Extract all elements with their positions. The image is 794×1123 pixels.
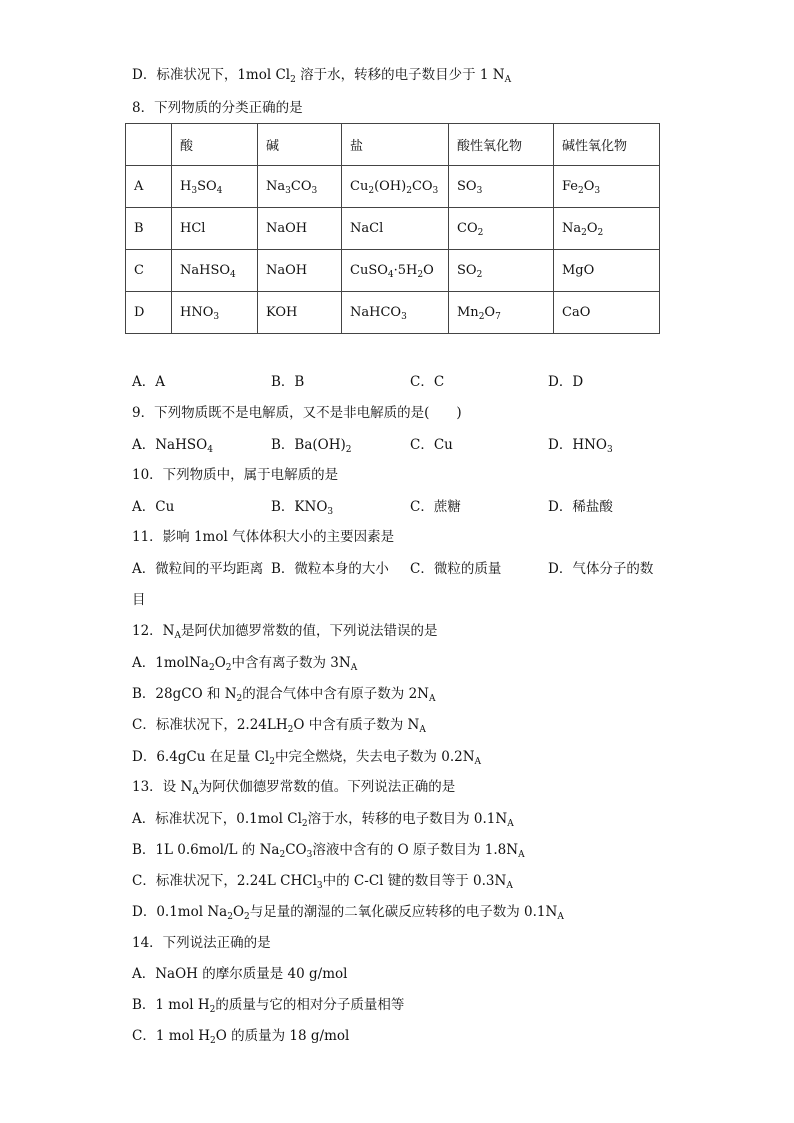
table-header-cell: 碱性氧化物 bbox=[554, 124, 660, 166]
q11-option-d-continued: 目 bbox=[132, 592, 146, 608]
q11-stem: 11．影响 1mol 气体体积大小的主要因素是 bbox=[132, 529, 395, 545]
q9-option-c: C．Cu bbox=[410, 437, 453, 453]
table-row bbox=[126, 208, 660, 250]
table-row bbox=[126, 292, 660, 334]
q9-option-a: A．NaHSO$_4$ bbox=[132, 437, 213, 455]
classification-table bbox=[125, 123, 660, 334]
q13-option-c: C．标准状况下，2.24L CHCl$_3$中的 C-Cl 键的数目等于 $0.3N_A$ bbox=[132, 873, 513, 891]
table-cell: $Fe_2O_3$ bbox=[554, 166, 660, 208]
q11-option-a: A．微粒间的平均距离 bbox=[132, 561, 264, 577]
table-cell: C bbox=[126, 250, 172, 292]
q10-option-c: C．蔗糖 bbox=[410, 499, 461, 515]
table-header-cell bbox=[126, 124, 172, 166]
q9-option-d: D．$HNO_3$ bbox=[548, 437, 613, 455]
q13-option-a: A．标准状况下，0.1mol $Cl_2$溶于水，转移的电子数目为 $0.1N_A$ bbox=[132, 811, 514, 829]
q11-option-d: D．气体分子的数 bbox=[548, 561, 654, 577]
table-cell: NaHSO$_4$ bbox=[172, 250, 258, 292]
q10-option-a: A．Cu bbox=[132, 499, 175, 515]
q10-stem: 10．下列物质中，属于电解质的是 bbox=[132, 467, 339, 483]
table-cell: $Na_2O_2$ bbox=[554, 208, 660, 250]
q12-stem: 12．$N_A$是阿伏加德罗常数的值，下列说法错误的是 bbox=[132, 623, 438, 641]
table-cell: $H_3SO_4$ bbox=[172, 166, 258, 208]
table-header-cell: 酸 bbox=[172, 124, 258, 166]
q8-option-d: D．D bbox=[548, 374, 584, 390]
q7-option-d: D．标准状况下，1mol $Cl_2$ 溶于水，转移的电子数目少于 1 $N_A$ bbox=[132, 67, 512, 85]
table-header-cell: 酸性氧化物 bbox=[449, 124, 554, 166]
q8-option-a: A．A bbox=[132, 374, 165, 390]
table-cell: NaOH bbox=[258, 208, 342, 250]
q13-stem: 13．设 $N_A$为阿伏伽德罗常数的值。下列说法正确的是 bbox=[132, 779, 456, 797]
table-row bbox=[126, 250, 660, 292]
table-cell: B bbox=[126, 208, 172, 250]
q9-stem: 9．下列物质既不是电解质，又不是非电解质的是( ) bbox=[132, 405, 462, 421]
table-cell: $SO_3$ bbox=[449, 166, 554, 208]
table-cell: $CuSO_4\cdot 5H_2O$ bbox=[342, 250, 449, 292]
table-cell: CaO bbox=[554, 292, 660, 334]
q9-option-b: B．$Ba(OH)_2$ bbox=[271, 437, 352, 455]
q12-option-c: C．标准状况下，$2.24LH_2O$ 中含有质子数为 $N_A$ bbox=[132, 717, 426, 735]
q11-option-b: B．微粒本身的大小 bbox=[271, 561, 389, 577]
table-cell: $Cu_2(OH)_2CO_3$ bbox=[342, 166, 449, 208]
table-cell: HCl bbox=[172, 208, 258, 250]
table-row bbox=[126, 166, 660, 208]
table-cell: NaOH bbox=[258, 250, 342, 292]
q14-stem: 14．下列说法正确的是 bbox=[132, 935, 271, 951]
q8-option-c: C．C bbox=[410, 374, 445, 390]
table-cell: $HNO_3$ bbox=[172, 292, 258, 334]
table-cell: NaHCO$_3$ bbox=[342, 292, 449, 334]
q11-option-c: C．微粒的质量 bbox=[410, 561, 502, 577]
q14-option-b: B．1 mol $H_2$的质量与它的相对分子质量相等 bbox=[132, 997, 405, 1015]
table-cell: $Mn_2O_7$ bbox=[449, 292, 554, 334]
q13-option-d: D．0.1mol $Na_2O_2$与足量的潮湿的二氧化碳反应转移的电子数为 $0.1N_A$ bbox=[132, 904, 564, 922]
table-cell: KOH bbox=[258, 292, 342, 334]
q14-option-c: C．1 mol $H_2O$ 的质量为 18 g/mol bbox=[132, 1028, 350, 1046]
q12-option-b: B．28gCO 和 $N_2$的混合气体中含有原子数为 $2N_A$ bbox=[132, 686, 436, 704]
table-cell: $CO_2$ bbox=[449, 208, 554, 250]
q14-option-a: A．NaOH 的摩尔质量是 40 g/mol bbox=[132, 966, 348, 982]
table-cell: $Na_3CO_3$ bbox=[258, 166, 342, 208]
table-cell: NaCl bbox=[342, 208, 449, 250]
q12-option-d: D．6.4gCu 在足量 $Cl_2$中完全燃烧，失去电子数为 $0.2N_A$ bbox=[132, 749, 482, 767]
q13-option-b: B．1L 0.6mol/L 的 $Na_2CO_3$溶液中含有的 O 原子数目为 $1.8N_A$ bbox=[132, 842, 525, 860]
table-cell: $SO_2$ bbox=[449, 250, 554, 292]
q10-option-b: B．$KNO_3$ bbox=[271, 499, 334, 517]
table-header-cell: 碱 bbox=[258, 124, 342, 166]
q8-option-b: B．B bbox=[271, 374, 305, 390]
table-header-cell: 盐 bbox=[342, 124, 449, 166]
q12-option-a: A．$1molNa_2O_2$中含有离子数为 $3N_A$ bbox=[132, 655, 358, 673]
q8-stem: 8．下列物质的分类正确的是 bbox=[132, 100, 303, 116]
table-cell: MgO bbox=[554, 250, 660, 292]
table-cell: A bbox=[126, 166, 172, 208]
q10-option-d: D．稀盐酸 bbox=[548, 499, 613, 515]
table-cell: D bbox=[126, 292, 172, 334]
table-header-row bbox=[126, 124, 660, 166]
